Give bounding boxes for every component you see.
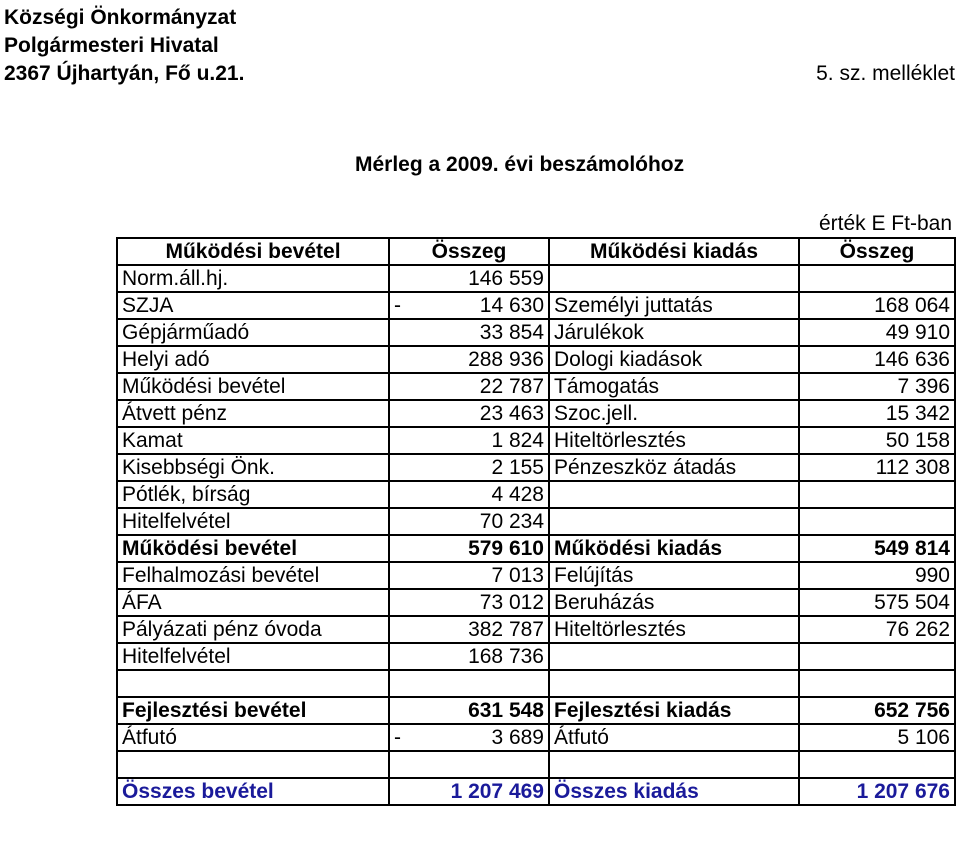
revenue-amount: 4 428 [491, 483, 544, 506]
expense-label: Pénzeszköz átadás [549, 454, 799, 481]
revenue-label [117, 670, 389, 697]
table-row [117, 346, 955, 373]
revenue-amount-cell [389, 373, 549, 400]
revenue-amount: 14 630 [479, 294, 544, 317]
revenue-label: Kisebbségi Önk. [117, 454, 389, 481]
expense-label [549, 508, 799, 535]
expense-amount [799, 670, 955, 697]
revenue-amount-cell [389, 670, 549, 697]
revenue-label: Pályázati pénz óvoda [117, 616, 389, 643]
revenue-amount: 7 013 [491, 564, 544, 587]
document-title: Mérleg a 2009. évi beszámolóhoz [355, 153, 685, 176]
expense-label: Szoc.jell. [549, 400, 799, 427]
table-row [117, 778, 955, 805]
revenue-label: Hitelfelvétel [117, 643, 389, 670]
revenue-label: Hitelfelvétel [117, 508, 389, 535]
table-row [117, 670, 955, 697]
address: 2367 Újhartyán, Fő u.21. [4, 62, 245, 85]
revenue-label: Pótlék, bírság [117, 481, 389, 508]
table-row [117, 697, 955, 724]
revenue-amount-cell [389, 643, 549, 670]
expense-amount: 7 396 [799, 373, 955, 400]
revenue-label [117, 751, 389, 778]
revenue-amount-cell [389, 265, 549, 292]
table-row [117, 562, 955, 589]
expense-amount: 1 207 676 [799, 778, 955, 805]
revenue-amount-cell [389, 616, 549, 643]
expense-label: Hiteltörlesztés [549, 616, 799, 643]
col-header-expense-amount: Összeg [799, 238, 955, 265]
expense-amount: 49 910 [799, 319, 955, 346]
expense-amount: 575 504 [799, 589, 955, 616]
expense-label: Átfutó [549, 724, 799, 751]
col-header-revenue-amount: Összeg [389, 238, 549, 265]
revenue-amount: 631 548 [468, 699, 544, 722]
expense-label: Összes kiadás [549, 778, 799, 805]
revenue-amount: 23 463 [479, 402, 544, 425]
revenue-amount-cell [389, 400, 549, 427]
unit-label: érték E Ft-ban [818, 212, 952, 235]
expense-label [549, 265, 799, 292]
revenue-amount: 2 155 [491, 456, 544, 479]
revenue-amount: 146 559 [468, 267, 544, 290]
revenue-label: Átvett pénz [117, 400, 389, 427]
revenue-label: Norm.áll.hj. [117, 265, 389, 292]
expense-label: Beruházás [549, 589, 799, 616]
revenue-amount-cell [389, 292, 549, 319]
expense-amount [799, 508, 955, 535]
revenue-amount-cell [389, 697, 549, 724]
table-row [117, 373, 955, 400]
expense-label [549, 670, 799, 697]
table-row [117, 292, 955, 319]
revenue-label: ÁFA [117, 589, 389, 616]
revenue-amount: 579 610 [468, 537, 544, 560]
expense-amount: 146 636 [799, 346, 955, 373]
expense-amount: 112 308 [799, 454, 955, 481]
revenue-amount-cell [389, 454, 549, 481]
expense-label [549, 481, 799, 508]
col-header-expense: Működési kiadás [549, 238, 799, 265]
table-row [117, 427, 955, 454]
revenue-amount: 70 234 [479, 510, 544, 533]
revenue-amount: 22 787 [479, 375, 544, 398]
revenue-amount: 73 012 [479, 591, 544, 614]
revenue-label: Működési bevétel [117, 373, 389, 400]
negative-sign: - [394, 726, 401, 749]
revenue-amount: 1 824 [491, 429, 544, 452]
revenue-amount-cell [389, 346, 549, 373]
revenue-label: Kamat [117, 427, 389, 454]
negative-sign: - [394, 294, 401, 317]
table-row [117, 751, 955, 778]
expense-amount: 5 106 [799, 724, 955, 751]
expense-label: Személyi juttatás [549, 292, 799, 319]
expense-amount [799, 643, 955, 670]
expense-amount: 15 342 [799, 400, 955, 427]
expense-amount: 549 814 [799, 535, 955, 562]
expense-label: Felújítás [549, 562, 799, 589]
revenue-amount-cell [389, 535, 549, 562]
revenue-amount-cell [389, 481, 549, 508]
table-row [117, 481, 955, 508]
revenue-label: SZJA [117, 292, 389, 319]
expense-label [549, 751, 799, 778]
table-row [117, 400, 955, 427]
expense-label: Hiteltörlesztés [549, 427, 799, 454]
expense-label [549, 643, 799, 670]
col-header-revenue: Működési bevétel [117, 238, 389, 265]
revenue-label: Fejlesztési bevétel [117, 697, 389, 724]
table-row [117, 535, 955, 562]
expense-label: Járulékok [549, 319, 799, 346]
revenue-amount: 33 854 [479, 321, 544, 344]
expense-label: Dologi kiadások [549, 346, 799, 373]
table-row [117, 508, 955, 535]
expense-amount: 50 158 [799, 427, 955, 454]
revenue-label: Működési bevétel [117, 535, 389, 562]
expense-amount: 652 756 [799, 697, 955, 724]
expense-amount [799, 481, 955, 508]
balance-table [116, 237, 956, 806]
revenue-amount: 1 207 469 [450, 780, 544, 803]
revenue-label: Helyi adó [117, 346, 389, 373]
revenue-amount-cell [389, 427, 549, 454]
revenue-amount-cell [389, 724, 549, 751]
expense-amount: 168 064 [799, 292, 955, 319]
expense-amount: 76 262 [799, 616, 955, 643]
revenue-amount-cell [389, 508, 549, 535]
office-name: Polgármesteri Hivatal [4, 34, 219, 57]
revenue-amount-cell [389, 589, 549, 616]
table-row [117, 454, 955, 481]
revenue-label: Gépjárműadó [117, 319, 389, 346]
revenue-label: Átfutó [117, 724, 389, 751]
revenue-amount: 3 689 [491, 726, 544, 749]
expense-label: Működési kiadás [549, 535, 799, 562]
revenue-amount-cell [389, 562, 549, 589]
institution-name: Községi Önkormányzat [4, 6, 237, 29]
revenue-amount: 168 736 [468, 645, 544, 668]
table-row [117, 319, 955, 346]
table-row [117, 616, 955, 643]
revenue-amount-cell [389, 751, 549, 778]
annex-label: 5. sz. melléklet [816, 62, 955, 85]
table-row [117, 724, 955, 751]
revenue-label: Összes bevétel [117, 778, 389, 805]
table-row [117, 589, 955, 616]
revenue-label: Felhalmozási bevétel [117, 562, 389, 589]
expense-label: Fejlesztési kiadás [549, 697, 799, 724]
expense-amount: 990 [799, 562, 955, 589]
table-header-row [117, 238, 955, 265]
revenue-amount: 382 787 [468, 618, 544, 641]
revenue-amount-cell [389, 319, 549, 346]
expense-label: Támogatás [549, 373, 799, 400]
table-row [117, 265, 955, 292]
table-row [117, 643, 955, 670]
revenue-amount-cell [389, 778, 549, 805]
revenue-amount: 288 936 [468, 348, 544, 371]
expense-amount [799, 751, 955, 778]
expense-amount [799, 265, 955, 292]
